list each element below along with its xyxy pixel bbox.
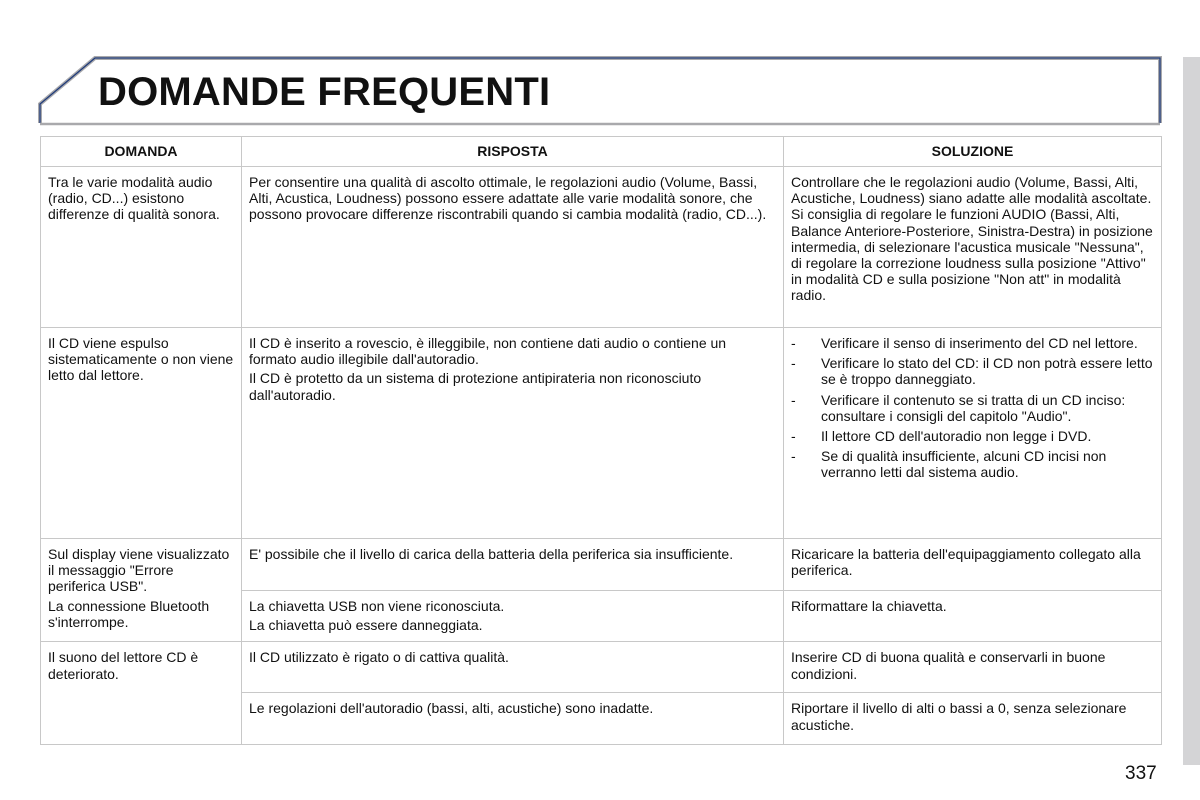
question-text: Il suono del lettore CD è deteriorato. <box>48 649 199 682</box>
solution-item-text: Verificare il contenuto se si tratta di un CD inciso: consultare i consigli del capitolo "Audio". <box>821 391 1126 424</box>
table-row <box>41 167 1162 328</box>
answer-text: E' possibile che il livello di carica della batteria della periferica sia insufficiente. <box>249 546 734 562</box>
table-row <box>41 328 1162 539</box>
solution-cell <box>784 539 1162 591</box>
solution-cell <box>784 693 1162 745</box>
answer-text: La chiavetta USB non viene riconosciuta. <box>249 598 505 614</box>
answer-text: Le regolazioni dell'autoradio (bassi, alti, acustiche) sono inadatte. <box>249 700 654 717</box>
list-item <box>791 448 1154 480</box>
solution-list <box>791 335 1154 481</box>
solution-cell <box>784 642 1162 693</box>
solution-cell <box>784 591 1162 642</box>
solution-text: Riformattare la chiavetta. <box>791 598 947 614</box>
page-edge-strip <box>1183 57 1200 765</box>
question-cell <box>41 642 242 745</box>
table-row <box>41 539 1162 591</box>
bullet-dash: - <box>791 391 796 408</box>
question-text: La connessione Bluetooth s'interrompe. <box>48 597 210 630</box>
solution-text: Controllare che le regolazioni audio (Volume, Bassi, Alti, Acustiche, Loudness) siano adatte alle modalità ascoltate. Si consiglia di regolare le funzioni AUDIO (Bassi, Alti, Balance Anteriore-Posteriore, Sinistra-Destra) in posizione intermedia, di selezionare l'acustica musicale "Nessuna", di regolare la correzione loudness sulla posizione "Attivo" in modalità CD e sulla posizione "Non att" in modalità radio. <box>791 174 1153 304</box>
solution-text: Ricaricare la batteria dell'equipaggiamento collegato alla periferica. <box>791 546 1141 579</box>
answer-cell <box>242 693 784 745</box>
list-item <box>791 392 1154 424</box>
list-item <box>791 428 1154 444</box>
question-cell <box>41 539 242 642</box>
answer-cell <box>242 539 784 591</box>
answer-cell <box>242 328 784 539</box>
question-text: Il CD viene espulso sistematicamente o non viene letto dal lettore. <box>48 335 234 384</box>
solution-item-text: Il lettore CD dell'autoradio non legge i DVD. <box>821 428 1092 445</box>
page-title: DOMANDE FREQUENTI <box>98 70 551 114</box>
question-text: Sul display viene visualizzato il messaggio "Errore periferica USB". <box>48 546 230 595</box>
answer-text: Il CD utilizzato è rigato o di cattiva qualità. <box>249 649 509 666</box>
solution-cell <box>784 167 1162 328</box>
answer-cell <box>242 591 784 642</box>
faq-table <box>40 136 1162 745</box>
solution-item-text: Se di qualità insufficiente, alcuni CD incisi non verranno letti dal sistema audio. <box>821 448 1107 481</box>
column-header-domanda: DOMANDA <box>41 137 242 167</box>
answer-text: Il CD è protetto da un sistema di protezione antipirateria non riconosciuto dall'autoradio. <box>249 370 702 403</box>
answer-text: La chiavetta può essere danneggiata. <box>249 617 483 634</box>
answer-text: Il CD è inserito a rovescio, è illeggibile, non contiene dati audio o contiene un formato audio illegibile dall'autoradio. <box>249 335 727 368</box>
bullet-dash: - <box>791 448 796 465</box>
answer-cell <box>242 167 784 328</box>
table-row <box>41 642 1162 693</box>
page-number: 337 <box>1125 763 1157 784</box>
bullet-dash: - <box>791 428 796 445</box>
answer-cell <box>242 642 784 693</box>
solution-cell <box>784 328 1162 539</box>
answer-text: Per consentire una qualità di ascolto ottimale, le regolazioni audio (Volume, Bassi, Alti, Acustica, Loudness) possono essere adattate alle varie modalità sonore, che possono provocare differenze riscontrabili quando si cambia modalità (radio, CD...). <box>249 174 767 223</box>
bullet-dash: - <box>791 335 796 351</box>
list-item <box>791 335 1154 351</box>
column-header-soluzione: SOLUZIONE <box>784 137 1162 167</box>
question-cell <box>41 328 242 539</box>
table-header-row <box>41 137 1162 167</box>
question-text: Tra le varie modalità audio (radio, CD...) esistono differenze di qualità sonora. <box>48 174 220 223</box>
solution-item-text: Verificare lo stato del CD: il CD non potrà essere letto se è troppo danneggiato. <box>821 355 1153 388</box>
list-item <box>791 355 1154 387</box>
solution-item-text: Verificare il senso di inserimento del CD nel lettore. <box>821 335 1138 351</box>
bullet-dash: - <box>791 355 796 372</box>
solution-text: Inserire CD di buona qualità e conservarli in buone condizioni. <box>791 649 1106 682</box>
question-cell <box>41 167 242 328</box>
solution-text: Riportare il livello di alti o bassi a 0, senza selezionare acustiche. <box>791 700 1127 733</box>
column-header-risposta: RISPOSTA <box>242 137 784 167</box>
